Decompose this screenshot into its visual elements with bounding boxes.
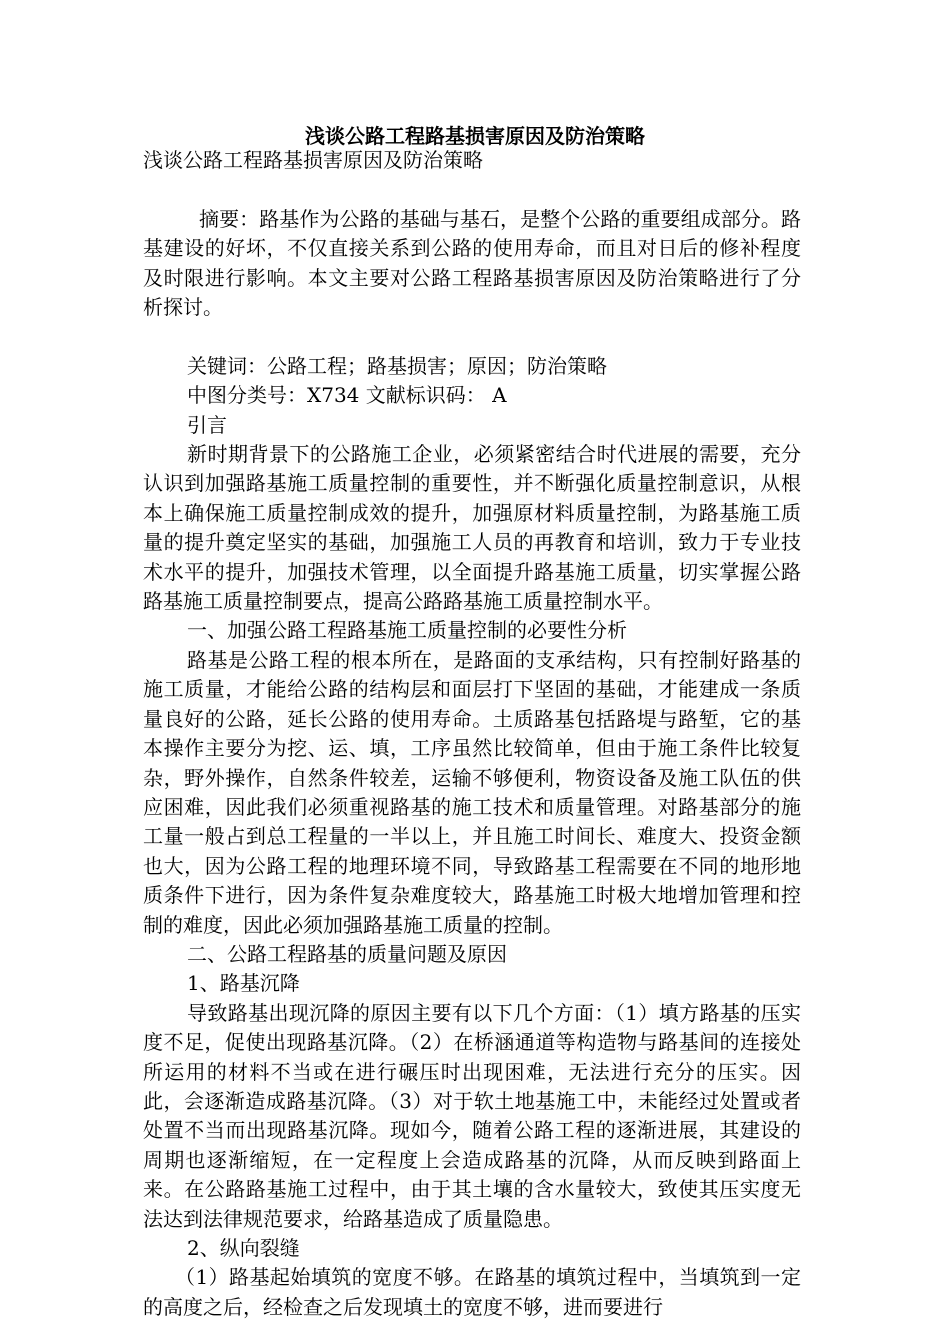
document-title: 浅谈公路工程路基损害原因及防治策略 <box>305 124 645 148</box>
section1-paragraph: 路基是公路工程的根本所在，是路面的支承结构，只有控制好路基的施工质量，才能给公路的结构层和面层打下坚固的基础，才能建成一条质量良好的公路，延长公路的使用寿命。土质路基包括路堤与路堑，它的基本操作主要分为挖、运、填，工序虽然比较简单，但由于施工条件比较复杂，野外操作，自然条件较差，运输不够便利，物资设备及施工队伍的供应困难，因此我们必须重视路基的施工技术和质量管理。对路基部分的施工量一般占到总工程量的一半以上，并且施工时间长、难度大、投资金额也大，因为公路工程的地理环境不同，导致路基工程需要在不同的地形地质条件下进行，因为条件复杂难度较大，路基施工时极大地增加管理和控制的难度，因此必须加强路基施工质量的控制。 <box>143 647 801 937</box>
spacer <box>143 322 801 351</box>
abstract-paragraph: 摘要：路基作为公路的基础与基石，是整个公路的重要组成部分。路基建设的好坏，不仅直接关系到公路的使用寿命，而且对日后的修补程度及时限进行影响。本文主要对公路工程路基损害原因及防治策略进行了分析探讨。 <box>143 206 801 320</box>
section1-heading: 一、加强公路工程路基施工质量控制的必要性分析 <box>187 618 627 643</box>
spacer <box>143 175 801 204</box>
keywords-line: 关键词：公路工程；路基损害；原因；防治策略 <box>187 353 607 378</box>
subsection2-paragraph: （1）路基起始填筑的宽度不够。在路基的填筑过程中，当填筑到一定的高度之后，经检查之后发现填土的宽度不够，进而要进行 <box>143 1265 801 1319</box>
section2-heading: 二、公路工程路基的质量问题及原因 <box>187 941 507 966</box>
document-body <box>143 146 801 1322</box>
subsection1-paragraph: 导致路基出现沉降的原因主要有以下几个方面：（1）填方路基的压实度不足，促使出现路基沉降。（2）在桥涵通道等构造物与路基间的连接处所运用的材料不当或在进行碾压时出现困难，无法进行充分的压实。因此，会逐渐造成路基沉降。（3）对于软土地基施工中，未能经过处置或者处置不当而出现路基沉降。现如今，随着公路工程的逐渐进展，其建设的周期也逐渐缩短，在一定程度上会造成路基的沉降，从而反映到路面上来。在公路路基施工过程中，由于其土壤的含水量较大，致使其压实度无法达到法律规范要求，给路基造成了质量隐患。 <box>143 1000 801 1231</box>
classification-line: 中图分类号：X734 文献标识码： A <box>187 383 507 408</box>
intro-paragraph: 新时期背景下的公路施工企业，必须紧密结合时代进展的需要，充分认识到加强路基施工质量控制的重要性，并不断强化质量控制意识，从根本上确保施工质量控制成效的提升，加强原材料质量控制，为路基施工质量的提升奠定坚实的基础，加强施工人员的再教育和培训，致力于专业技术水平的提升，加强技术管理，以全面提升路基施工质量，切实掌握公路路基施工质量控制要点，提高公路路基施工质量控制水平。 <box>143 442 801 614</box>
subsection1-heading: 1、路基沉降 <box>187 971 300 996</box>
document-subtitle: 浅谈公路工程路基损害原因及防治策略 <box>143 148 483 172</box>
intro-heading: 引言 <box>187 412 227 437</box>
subsection2-heading: 2、纵向裂缝 <box>187 1236 300 1260</box>
